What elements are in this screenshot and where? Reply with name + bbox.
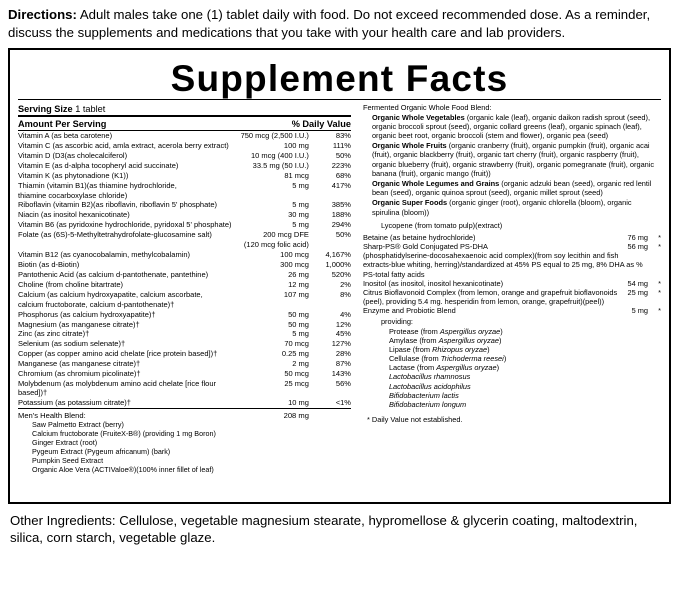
title-divider [18,99,661,100]
nutrient-row [18,398,351,408]
nutrient-amount: 25 mcg [284,379,309,389]
providing-item-species: Bifidobacterium longum [388,399,467,409]
nutrient-daily-value: 45% [335,329,351,339]
nutrient-row [18,141,351,151]
nutrient-daily-value: 127% [331,339,351,349]
nutrient-amount: (120 mcg folic acid) [243,240,309,250]
nutrient-row [18,270,351,280]
nutrient-daily-value: 8% [340,289,351,299]
providing-item-species: Trichoderma reesei [440,354,504,364]
right-nutrient-row [363,306,661,315]
nutrient-name: thiamine cocarboxylase chloride) [18,190,128,200]
nutrient-daily-value [315,240,351,250]
nutrient-name: Vitamin B12 (as cyanocobalamin, methylcobalamin) [18,250,191,260]
amount-header-row [18,117,351,130]
nutrient-row [18,220,351,230]
fermented-blend-group [363,179,661,198]
nutrient-row [18,190,351,200]
right-nutrient-rows [363,230,661,316]
nutrient-amount: 200 mcg DFE [263,230,309,240]
nutrient-name: Zinc (as zinc citrate)† [18,329,90,339]
mens-health-blend-item: Organic Aloe Vera (ACTIValoe®)(100% inner fillet of leaf) [32,464,214,474]
nutrient-amount: 26 mg [288,269,309,279]
providing-item [389,400,661,409]
nutrient-name: Biotin (as d-Biotin) [18,260,80,269]
fermented-blend-group-heading: Organic Whole Vegetables [371,112,465,122]
fermented-blend-title: Fermented Organic Whole Food Blend: [362,102,492,112]
nutrient-name: Vitamin C (as ascorbic acid, amla extract, acerola berry extract) [18,140,229,150]
fermented-blend-group-body: (organic kale (leaf), organic daikon radish sprout (seed), organic broccoli sprout (seed), organic collard greens (leaf), organic spinach (leaf), organic beet root, organic broccoli (stem and flower), organic pea (seed) [371,112,651,141]
mens-health-blend-item: Pygeum Extract (Pygeum africanum) (bark) [32,446,171,456]
mens-health-blend-item: Saw Palmetto Extract (berry) [32,419,124,429]
providing-item [389,363,661,372]
nutrient-amount: 100 mg [283,140,309,150]
nutrient-amount: 5 mg [292,329,309,339]
nutrient-daily-value: 417% [331,180,351,190]
right-nutrient-star: * [658,278,661,288]
nutrient-daily-value: 83% [335,131,351,141]
nutrient-row [18,180,351,190]
nutrient-amount: 5 mg [292,180,309,190]
nutrient-amount: 50 mg [288,309,309,319]
panel-title: Supplement Facts [170,57,509,99]
nutrient-name: Choline (from choline bitartrate) [18,279,124,289]
fermented-blend-groups [363,113,661,218]
mens-health-blend-amount: 208 mg [283,410,309,420]
nutrient-row [18,299,351,309]
nutrient-amount: 300 mcg [280,260,309,269]
nutrient-daily-value: 56% [335,379,351,389]
nutrient-row [18,240,351,250]
panel-columns [18,103,661,474]
nutrient-row [18,289,351,299]
nutrient-daily-value: 50% [335,230,351,240]
serving-size-value: 1 tablet [75,103,106,114]
nutrient-row [18,260,351,270]
nutrient-row [18,210,351,220]
providing-item-species: Lactobacillus rhamnosus [388,372,471,382]
providing-item-species: Aspergillus oryzae [439,326,501,336]
nutrient-amount: 2 mg [292,359,309,369]
nutrient-amount: 33.5 mg (50 I.U.) [252,160,309,170]
providing-item-species: Bifidobacterium lactis [388,390,459,400]
nutrient-name: Magnesium (as manganese citrate)† [18,319,140,329]
providing-item-tail: ) [499,335,502,345]
nutrient-daily-value: 50% [335,150,351,160]
nutrient-daily-value: 28% [335,349,351,359]
fermented-blend-group-body: (organic cranberry (fruit), organic pumpkin (fruit), organic acai (fruit), organic blackberry (fruit), organic tart cherry (fruit), organic raspberry (fruit), organic blueberry (fruit), organic strawberry (fruit), organic pomegranate (fruit), organic banana (fruit), organic mango (fruit)) [371,141,655,178]
nutrient-daily-value: 87% [335,359,351,369]
nutrient-row [18,359,351,369]
providing-item [389,372,661,381]
nutrient-name: Selenium (as sodium selenate)† [18,339,126,349]
nutrient-amount: 30 mg [288,210,309,220]
nutrient-daily-value [315,190,351,200]
nutrient-amount: 50 mcg [284,369,309,379]
fermented-blend-group [363,113,661,142]
nutrient-row [18,339,351,349]
nutrient-name: Manganese (as manganese citrate)† [18,359,141,369]
nutrient-daily-value: 188% [331,210,351,220]
providing-item-name: Cellulase (from [388,354,441,364]
nutrient-daily-value: 4,167% [325,250,351,260]
directions-text: Adult males take one (1) tablet daily with food. Do not exceed recommended dose. As a reminder, discuss the supplements and medications that you take with your health care and lab providers. [8,7,651,40]
providing-item-tail: ) [503,354,507,364]
nutrient-daily-value: 12% [335,319,351,329]
nutrient-amount: 5 mg [292,200,309,210]
providing-item [389,345,661,354]
nutrient-daily-value: 2% [340,279,351,289]
right-nutrient-star: * [658,242,661,252]
nutrient-row [18,329,351,339]
providing-item-species: Lactobacillus acidophilus [388,381,471,391]
providing-item [389,336,661,345]
nutrient-amount: 12 mg [288,279,309,289]
right-column [357,103,661,425]
nutrient-name: Vitamin E (as d-alpha tocopheryl acid succinate) [18,160,179,170]
right-nutrient-name: Sharp-PS® Gold Conjugated PS-DHA [362,242,488,252]
nutrient-name [18,240,241,250]
providing-item-name: Lactase (from [388,363,437,373]
nutrient-amount: 5 mg [292,220,309,230]
nutrient-daily-value: 1,000% [325,260,351,269]
nutrient-daily-value: 520% [331,269,351,279]
right-nutrient-row [363,242,661,251]
right-nutrient-star: * [658,287,661,297]
nutrient-name: Phosphorus (as calcium hydroxyapatite)† [18,309,156,319]
fermented-blend-group-heading: Organic Super Foods [371,198,448,208]
nutrient-name: Vitamin D (D3(as cholecalciferol) [18,150,128,160]
nutrient-amount: 750 mcg (2,500 I.U.) [240,131,309,141]
left-column [18,103,357,474]
nutrient-daily-value: 294% [331,220,351,230]
providing-item [389,354,661,363]
nutrient-daily-value: 143% [331,369,351,379]
right-nutrient-amount: 76 mg [627,232,648,242]
nutrient-name: calcium fructoborate, calcium d-pantothenate)† [18,299,175,309]
right-nutrient-name: Citrus Bioflavonoid Complex (from lemon, orange and grapefruit bioflavonoids (peel), providing 5.4 mg. hesperidin from lemon, orange, grapefruit)(peel)) [362,287,618,307]
providing-item [389,382,661,391]
directions-label: Directions: [8,7,77,22]
nutrient-amount: 10 mg [288,398,309,408]
supplement-facts-panel [8,48,671,504]
nutrient-row [18,369,351,379]
nutrient-daily-value: 4% [340,309,351,319]
serving-size-label: Serving Size [18,103,73,114]
nutrient-row [18,349,351,359]
providing-item-tail: ) [496,363,500,373]
right-nutrient-name: Betaine (as betaine hydrochloride) [362,232,476,242]
nutrient-daily-value: 385% [331,200,351,210]
nutrient-row [18,309,351,319]
nutrient-daily-value: 111% [332,140,351,150]
nutrient-amount: 50 mg [288,319,309,329]
fermented-blend-group-heading: Organic Whole Legumes and Grains [371,179,500,188]
providing-list [363,327,661,410]
right-nutrient-amount: 5 mg [631,306,648,316]
other-ingredients-text: Cellulose, vegetable magnesium stearate, hypromellose & glycerin coating, maltodextrin, silica, corn starch, vegetable glaze. [10,512,638,546]
nutrient-row [18,230,351,240]
directions-block [0,0,679,42]
right-nutrient-amount: 54 mg [627,278,648,288]
nutrient-amount: 10 mcg (400 I.U.) [250,150,309,160]
amount-per-serving-label: Amount Per Serving [18,118,107,129]
nutrient-daily-value [315,299,351,309]
nutrient-row [18,170,351,180]
fermented-blend-group-body: (organic adzuki bean (seed), organic red lentil bean (seed), organic quinoa sprout (seed), organic millet sprout (seed) [371,179,652,198]
mens-health-blend-item: Ginger Extract (root) [32,437,98,447]
fermented-blend-group [363,198,661,217]
mens-health-blend-item: Calcium fructoborate (FruiteX-B®) (providing 1 mg Boron) [32,428,216,438]
nutrient-daily-value: <1% [335,398,351,408]
nutrient-name: Folate (as (6S)-5-Methyltetrahydrofolate-glucosamine salt) [18,230,212,240]
nutrient-amount [241,190,315,200]
nutrient-row [18,250,351,260]
daily-value-label: % Daily Value [291,118,351,129]
nutrient-name: Molybdenum (as molybdenum amino acid chelate [rice flour based])† [18,379,217,398]
right-nutrient-name: (phosphatidylserine-docosahexaenoic acid complex)(from soy lecithin and fish extracts-blue whiting, herring)/standardized at 45% PS equal to 25 mg, 8% DHA as % PS-total fatty acids [362,251,643,279]
nutrient-row [18,379,351,398]
providing-item [389,327,661,336]
providing-item-tail: ) [500,326,503,336]
right-nutrient-star: * [658,232,661,242]
nutrient-amount: 100 mcg [280,250,309,260]
nutrient-name: Vitamin A (as beta carotene) [18,131,113,141]
nutrient-name: Potassium (as potassium citrate)† [18,398,131,408]
right-nutrient-row [363,288,661,306]
providing-item-tail: ) [487,344,490,354]
providing-item-species: Aspergillus oryzae [436,363,497,373]
providing-label: providing: [380,317,413,327]
providing-item-name: Amylase (from [388,335,439,345]
nutrient-amount: 70 mcg [284,339,309,349]
nutrient-daily-value: 223% [331,160,351,170]
mens-health-blend-items [18,420,351,474]
nutrient-row [18,150,351,160]
right-nutrient-amount: 56 mg [627,242,648,252]
other-ingredients-label: Other Ingredients: [10,512,116,528]
nutrient-row [18,160,351,170]
providing-item [389,391,661,400]
nutrient-table [18,131,351,408]
nutrient-name: Pantothenic Acid (as calcium d-pantothenate, pantethine) [18,269,209,279]
mens-health-blend-title: Men's Health Blend: [18,410,86,420]
nutrient-name: Vitamin B6 (as pyridoxine hydrochloride, pyridoxal 5' phosphate) [18,220,232,230]
right-nutrient-row [363,251,661,279]
nutrient-name: Niacin (as inositol hexanicotinate) [18,210,130,220]
providing-item-species: Aspergillus oryzae [438,335,500,345]
nutrient-name: Vitamin K (as phytonadione (K1)) [18,170,129,180]
fermented-blend-group [363,141,661,179]
providing-item-name: Protease (from [388,326,440,336]
nutrient-name: Thiamin (vitamin B1)(as thiamine hydrochloride, [18,180,177,190]
nutrient-amount [241,299,315,309]
right-nutrient-amount: 25 mg [627,287,648,297]
nutrient-daily-value: 68% [335,170,351,180]
right-nutrient-name: Enzyme and Probiotic Blend [362,306,456,316]
right-nutrient-name: Inositol (as inositol, inositol hexanicotinate) [362,278,504,288]
right-nutrient-row [363,279,661,288]
nutrient-name: Riboflavin (vitamin B2)(as riboflavin, riboflavin 5' phosphate) [18,200,218,210]
nutrient-amount: 107 mg [283,289,309,299]
nutrient-amount: 0.25 mg [281,349,309,359]
fermented-blend-group-heading: Organic Whole Fruits [371,141,447,151]
mens-health-blend-item: Pumpkin Seed Extract [32,455,104,465]
nutrient-name: Copper (as copper amino acid chelate [rice protein based])† [18,349,218,359]
providing-item-name: Lipase (from [388,344,433,354]
daily-value-footnote: * Daily Value not established. [366,415,463,425]
nutrient-row [18,279,351,289]
nutrient-row [18,319,351,329]
mens-health-blend-row [18,409,351,420]
providing-item-species: Rhizopus oryzae [432,344,488,354]
nutrient-row [18,200,351,210]
right-nutrient-star: * [658,306,661,316]
right-nutrient-row [363,233,661,242]
lycopene-line: Lycopene (from tomato pulp)(extract) [380,220,503,230]
fermented-blend-group-body: (organic ginger (root), organic chlorella (bloom), organic spirulina (bloom)) [371,198,632,217]
nutrient-name: Calcium (as calcium hydroxyapatite, calcium ascorbate, [18,289,203,299]
serving-size-row [18,103,351,115]
nutrient-amount: 81 mcg [284,170,309,180]
nutrient-name: Chromium (as chromium picolinate)† [18,369,141,379]
other-ingredients-block [0,504,679,548]
nutrient-row [18,131,351,141]
